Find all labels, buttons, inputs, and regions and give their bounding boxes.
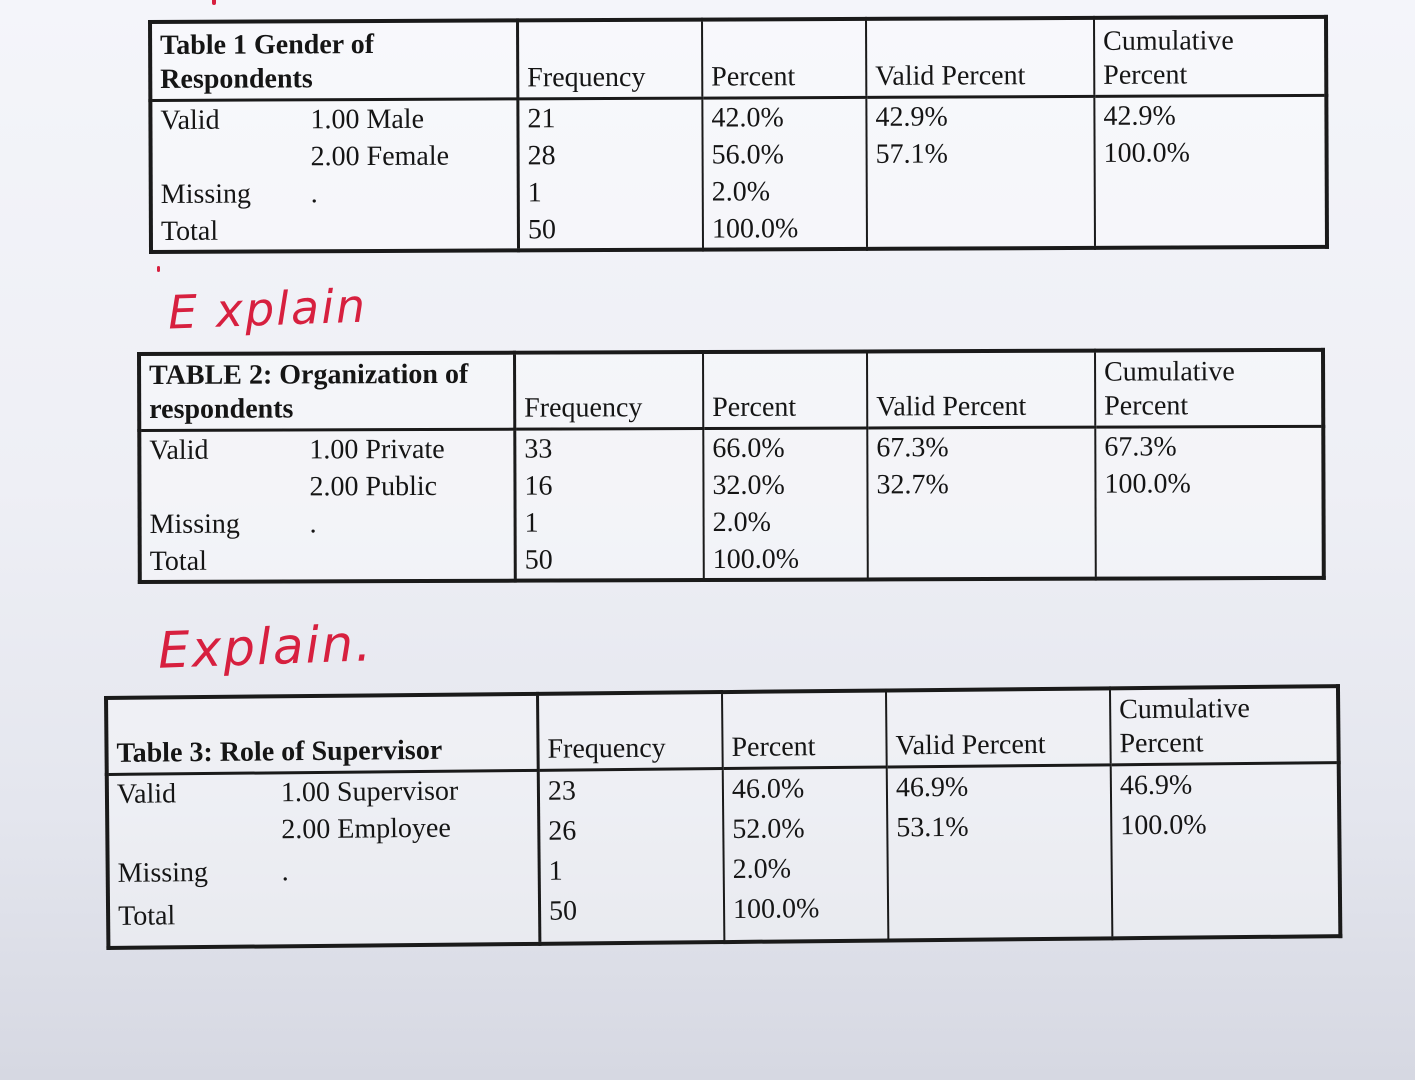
table-title: Table 1 Gender of Respondents [150,20,518,100]
header-percent: Percent [722,690,887,768]
header-cumulative-percent: Cumulative Percent [1110,686,1339,764]
category-label: 2.00 Public [309,470,438,502]
cell-valid-percent: 67.3% [876,431,949,463]
row-labels [139,429,515,582]
frequency-column [538,768,724,944]
cell-percent: 2.0% [732,852,792,885]
header-valid-percent: Valid Percent [886,688,1111,766]
cell-valid-percent: 42.9% [875,101,948,133]
cell-valid-percent: 57.1% [875,138,948,170]
header-cumulative-percent: Cumulative Percent [1095,350,1323,427]
cell-frequency: 1 [548,855,563,887]
cumulative-percent-column [1094,95,1327,248]
category-label: 2.00 Employee [281,812,451,845]
cell-frequency: 1 [524,507,539,539]
cell-cumulative-percent: 100.0% [1104,467,1191,500]
group-label [149,468,309,506]
frequency-column [518,98,703,250]
cell-valid-percent: 53.1% [896,811,969,843]
category-label [282,893,530,932]
category-label: . [281,855,289,887]
category-label: . [309,507,317,539]
ink-mark [212,0,216,5]
cell-cumulative-percent: 67.3% [1104,430,1177,463]
cell-frequency: 1 [527,176,542,208]
category-label: 1.00 Male [310,103,425,135]
group-label: Missing [149,508,240,540]
header-frequency: Frequency [537,692,722,770]
cell-cumulative-percent: 42.9% [1103,100,1176,132]
row-labels [150,98,518,251]
cell-cumulative-percent: 100.0% [1103,136,1190,169]
category-label: 1.00 Supervisor [280,775,459,808]
header-percent: Percent [703,351,867,428]
cell-percent: 32.0% [712,469,785,501]
header-valid-percent: Valid Percent [866,18,1094,97]
group-label [117,811,281,850]
group-label: Valid [116,777,177,810]
group-label: Missing [117,856,209,889]
cell-valid-percent: 32.7% [876,468,949,500]
table-header-row [106,686,1339,774]
cell-cumulative-percent: 100.0% [1120,808,1207,841]
header-cumulative-percent: Cumulative Percent [1094,17,1326,96]
group-label: Total [160,215,219,247]
cell-frequency: 23 [547,774,577,807]
valid-percent-column [887,764,1113,940]
cell-frequency: 28 [527,139,556,171]
organization-table [137,348,1326,584]
header-frequency: Frequency [515,352,704,429]
cell-frequency: 50 [527,213,556,245]
cell-frequency: 50 [548,894,578,927]
cell-percent: 66.0% [712,432,785,464]
cumulative-percent-column [1111,762,1341,938]
category-label [310,541,506,579]
handwritten-note: Explain. [157,614,374,680]
cell-frequency: 26 [548,814,577,847]
group-label: Valid [160,104,220,136]
group-label: Total [149,545,207,577]
category-label: . [310,177,318,209]
table-body [107,762,1341,948]
category-label: 2.00 Female [310,140,450,172]
table-body [139,426,1324,582]
header-frequency: Frequency [518,20,703,99]
cell-percent: 42.0% [711,101,784,134]
cumulative-percent-column [1095,426,1324,578]
percent-column [703,427,868,579]
group-label: Valid [149,434,209,466]
valid-percent-column [867,427,1096,579]
cell-percent: 52.0% [732,812,805,845]
cell-percent: 2.0% [712,506,771,538]
gender-table [148,15,1329,254]
table-title: TABLE 2: Organization of respondents [139,353,515,430]
table-body [150,95,1327,252]
cell-percent: 2.0% [711,175,771,208]
percent-column [723,766,889,942]
handwritten-note: E xplain [167,278,368,340]
cell-frequency: 21 [527,102,556,134]
header-valid-percent: Valid Percent [867,351,1095,428]
table-header-row [139,350,1323,430]
cell-percent: 46.0% [731,772,805,805]
valid-percent-column [866,96,1095,248]
cell-frequency: 33 [524,433,553,465]
table-header-row [150,17,1326,100]
cell-cumulative-percent: 46.9% [1119,769,1193,801]
cell-percent: 56.0% [711,138,784,171]
table-title: Table 3: Role of Supervisor [106,694,538,774]
frequency-column [515,428,704,580]
header-percent: Percent [702,19,866,98]
ink-mark [157,266,160,272]
cell-valid-percent: 46.9% [895,771,969,803]
cell-percent: 100.0% [711,212,799,245]
group-label: Total [117,899,176,932]
category-label: 1.00 Private [309,433,445,465]
cell-frequency: 16 [524,470,553,502]
cell-percent: 100.0% [732,892,820,925]
group-label: Missing [160,178,252,210]
percent-column [702,97,867,249]
row-labels [107,770,540,948]
group-label [161,138,311,176]
supervisor-role-table [104,684,1342,950]
cell-frequency: 50 [524,544,553,576]
category-label [311,211,509,249]
cell-percent: 100.0% [712,543,800,575]
